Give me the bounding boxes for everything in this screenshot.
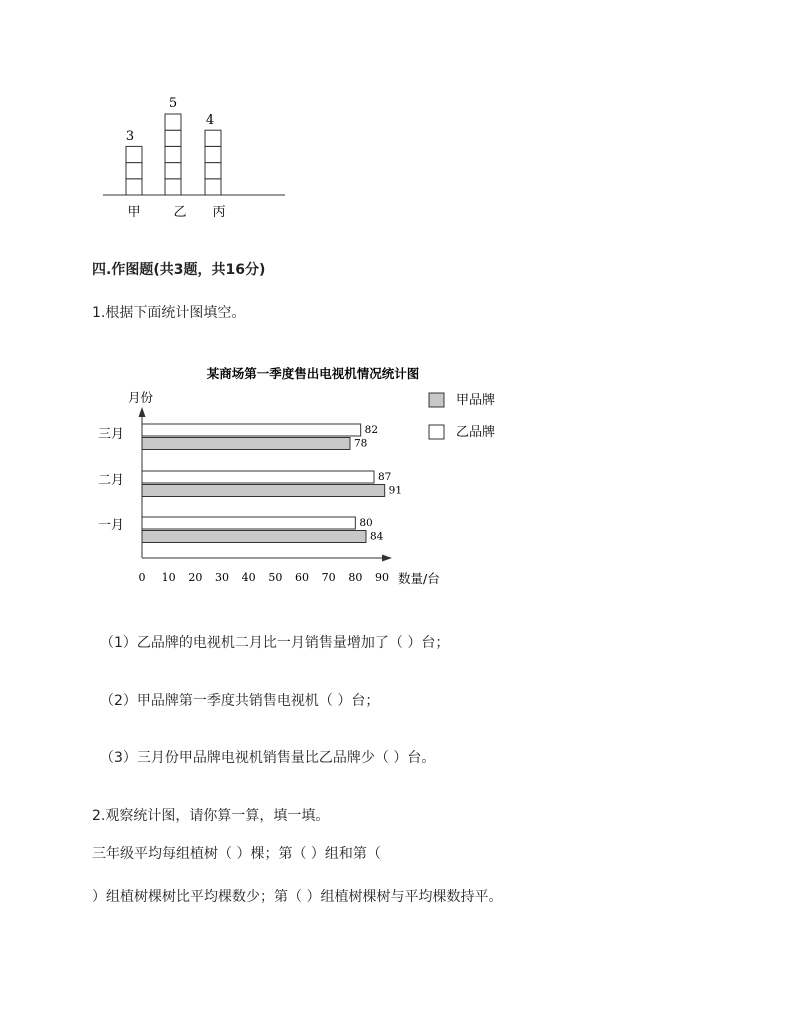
square-column-value-yi: 5 xyxy=(168,96,178,111)
stack-square xyxy=(205,146,221,162)
x-tick-label: 70 xyxy=(321,571,336,584)
stack-square xyxy=(165,130,181,146)
bar-jia xyxy=(142,485,385,497)
stack-square xyxy=(165,114,181,130)
square-column-label-yi: 乙 xyxy=(173,205,187,220)
bar-value-label: 91 xyxy=(388,484,403,497)
stack-square xyxy=(165,146,181,162)
x-tick-label: 90 xyxy=(375,571,389,584)
x-tick-label: 40 xyxy=(241,571,256,584)
square-column-value-jia: 3 xyxy=(125,129,135,144)
y-axis-arrow xyxy=(139,407,146,417)
square-column-label-jia: 甲 xyxy=(127,205,141,220)
question-1-sub-1: （1）乙品牌的电视机二月比一月销售量增加了（ ）台； xyxy=(100,635,450,651)
bar-value-label: 82 xyxy=(364,424,379,436)
category-label-january: 一月 xyxy=(97,518,124,533)
x-tick-label: 0 xyxy=(138,571,146,584)
square-column-value-bing: 4 xyxy=(205,113,215,128)
x-tick-label: 30 xyxy=(215,571,229,584)
legend-label-jia: 甲品牌 xyxy=(456,393,496,408)
stack-square xyxy=(126,146,142,162)
square-column-chart xyxy=(0,0,794,230)
question-1-sub-2: （2）甲品牌第一季度共销售电视机（ ）台； xyxy=(100,693,380,709)
legend-swatch-yi xyxy=(429,425,444,439)
tv-sales-bar-chart xyxy=(0,355,794,595)
bar-value-label: 87 xyxy=(378,471,392,483)
x-tick-label: 80 xyxy=(348,571,363,584)
stack-square xyxy=(205,130,221,146)
category-label-march: 三月 xyxy=(97,427,124,442)
x-axis-arrow xyxy=(382,555,392,562)
y-axis-label: 月份 xyxy=(128,390,154,405)
question-1-intro: 1.根据下面统计图填空。 xyxy=(92,305,246,321)
x-tick-label: 60 xyxy=(295,571,309,584)
legend-label-yi: 乙品牌 xyxy=(456,425,496,440)
stack-square xyxy=(205,163,221,179)
stack-square xyxy=(165,163,181,179)
legend-swatch-jia xyxy=(429,393,444,407)
bar-value-label: 80 xyxy=(359,517,373,529)
x-axis-ticks xyxy=(139,571,390,584)
stack-square xyxy=(205,179,221,195)
section-heading: 四.作图题(共3题，共16分) xyxy=(92,262,266,278)
chart-title: 某商场第一季度售出电视机情况统计图 xyxy=(206,366,420,381)
question-2-line-2: ）组植树棵树比平均棵数少；第（ ）组植树棵树与平均棵数持平。 xyxy=(92,889,503,905)
question-1-sub-3: （3）三月份甲品牌电视机销售量比乙品牌少（ ）台。 xyxy=(100,750,436,766)
bar-value-label: 84 xyxy=(370,530,384,543)
x-tick-label: 50 xyxy=(268,571,283,584)
bars xyxy=(142,424,402,543)
category-label-february: 二月 xyxy=(97,473,124,488)
bar-jia xyxy=(142,531,366,543)
question-2-line-1: 三年级平均每组植树（ ）棵；第（ ）组和第（ xyxy=(92,846,381,862)
bar-jia xyxy=(142,438,350,450)
bar-yi xyxy=(142,424,361,436)
stack-square xyxy=(126,163,142,179)
stack-square xyxy=(126,179,142,195)
bar-value-label: 78 xyxy=(354,437,368,450)
question-2-intro: 2.观察统计图，请你算一算，填一填。 xyxy=(92,808,330,824)
x-tick-label: 10 xyxy=(161,571,176,584)
square-column-yi xyxy=(165,114,181,195)
x-axis-label: 数量/台 xyxy=(398,571,440,586)
x-tick-label: 20 xyxy=(188,571,203,584)
square-column-label-bing: 丙 xyxy=(212,205,226,220)
bar-yi xyxy=(142,517,355,529)
square-column-jia xyxy=(126,146,142,195)
square-column-bing xyxy=(205,130,221,195)
stack-square xyxy=(165,179,181,195)
bar-yi xyxy=(142,471,374,483)
